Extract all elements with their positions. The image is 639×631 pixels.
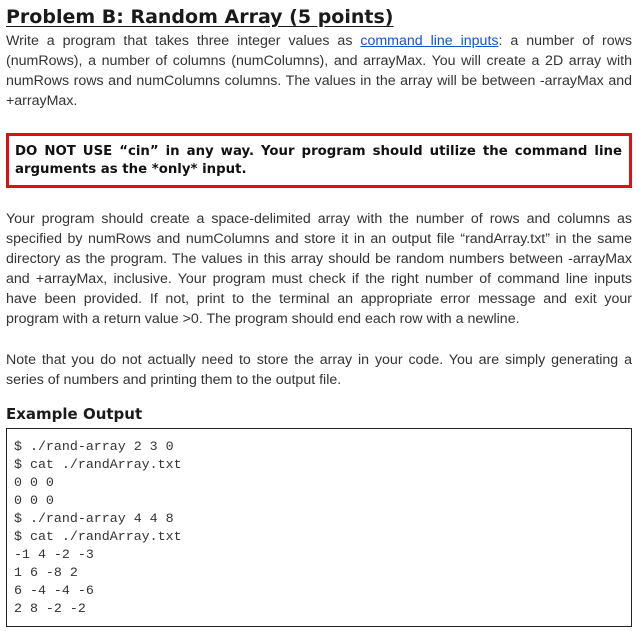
example-output-code-block <box>6 428 632 627</box>
note-paragraph: Note that you do not actually need to store the array in your code. You are simply generating a series of numbers and printing them to the output file. <box>6 352 632 388</box>
code-line: 0 0 0 <box>14 475 54 490</box>
code-line: 1 6 -8 2 <box>14 565 78 580</box>
intro-text-before-link: Write a program that takes three integer values as <box>6 33 361 49</box>
requirements-paragraph: Your program should create a space-delimited array with the number of rows and columns as specified by numRows and numColumns and store it in an output file “randArray.txt” in the same directory as the program. The values in this array should be random numbers between -arrayMax and +arrayMax, inclusive. Your program must check if the right number of command line inputs have been provided. If not, print to the terminal an appropriate error message and exit your program with a return value >0. The program should end each row with a newline. <box>6 211 632 327</box>
code-line: $ cat ./randArray.txt <box>14 529 182 544</box>
example-output-heading: Example Output <box>6 405 143 423</box>
intro-text-after-link: : a number of rows (numRows), a number of columns (numColumns), and arrayMax. You will create a 2D array with numRows rows and numColumns columns. The values in the array will be between -arrayMax and +arrayMax. <box>6 33 633 109</box>
code-line: 6 -4 -4 -6 <box>14 583 94 598</box>
intro-paragraph <box>6 31 632 111</box>
code-line: $ ./rand-array 2 3 0 <box>14 439 174 454</box>
warning-box <box>6 133 632 188</box>
code-line: -1 4 -2 -3 <box>14 547 94 562</box>
document-page <box>6 4 632 627</box>
code-line: $ ./rand-array 4 4 8 <box>14 511 174 526</box>
code-line: $ cat ./randArray.txt <box>14 457 182 472</box>
problem-title: Problem B: Random Array (5 points) <box>6 6 394 28</box>
warning-text: DO NOT USE “cin” in any way. Your program should utilize the command line arguments as the *only* input. <box>15 144 622 177</box>
code-line: 2 8 -2 -2 <box>14 601 86 616</box>
code-line: 0 0 0 <box>14 493 54 508</box>
command-line-inputs-link[interactable]: command line inputs <box>360 33 499 49</box>
